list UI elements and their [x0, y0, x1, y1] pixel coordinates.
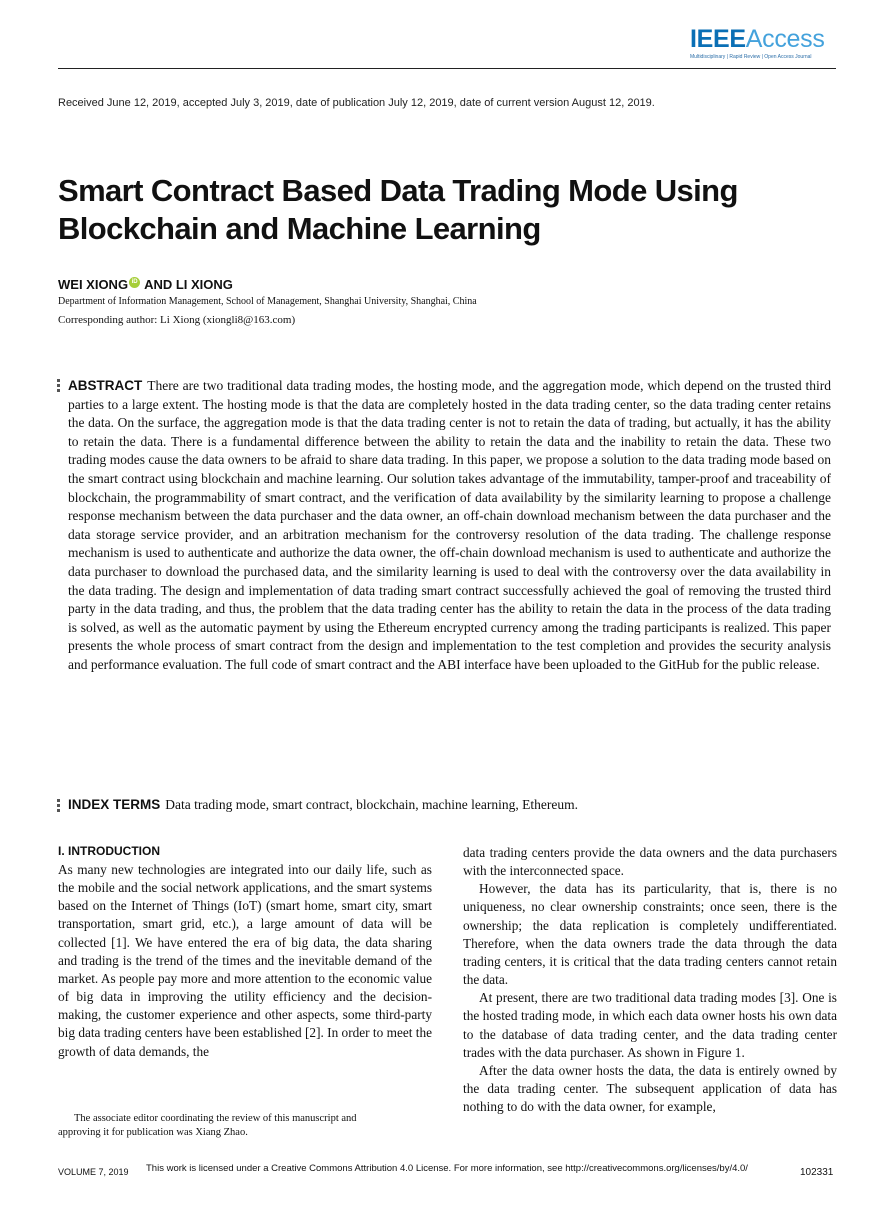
journal-logo — [690, 26, 836, 60]
article-title: Smart Contract Based Data Trading Mode Using Blockchain and Machine Learning — [58, 173, 738, 246]
intro-paragraph-2: data trading centers provide the data owners and the data purchasers with the interconnected space. — [463, 845, 837, 879]
logo-tagline: Multidisciplinary | Rapid Review | Open Access Journal — [690, 54, 812, 60]
left-column — [58, 844, 432, 1061]
abstract-marker — [57, 379, 60, 394]
abstract-label: ABSTRACT — [68, 378, 143, 393]
footer-page-number: 102331 — [800, 1167, 834, 1178]
editor-footnote — [58, 1112, 432, 1140]
index-terms-marker — [57, 799, 60, 814]
index-terms — [68, 797, 831, 813]
abstract — [68, 377, 831, 675]
intro-paragraph-4: At present, there are two traditional data trading modes [3]. One is the hosted trading mode, in which each data owner hosts his own data to the database of data trading center, and the data trading center trades with the data purchaser. As shown in Figure 1. — [463, 990, 837, 1060]
author-line — [58, 277, 233, 292]
logo-ieee-text: IEEE — [690, 25, 746, 53]
right-column — [463, 844, 837, 1116]
abstract-text: There are two traditional data trading modes, the hosting mode, and the aggregation mode, which depend on the trusted third parties to a large extent. The hosting mode is that the data are completely hosted in the data trading center, so the data trading center retains the data. On the surface, the aggregation mode is that the data trading center is not to retain the data of trading, but actually, it has the ability to retain the data. There is a fundamental difference between the ability to retain the data and the inability to retain the data. These two trading modes cause the data owners to be afraid to share data trading. In this paper, we propose a solution to the data trading mode based on the smart contract using blockchain and machine learning. Our solution takes advantage of the immutability, tamper-proof and traceability of blockchain, the programmability of smart contract, and the verification of data availability by the similarity learning to propose a challenge response mechanism between the data purchaser and the data owner, an off-chain download mechanism between the data purchaser and the data storage service provider, and an arbitration mechanism for the controversy resolution of the data trading. The challenge response mechanism is used to authenticate and authorize the data owner, the off-chain download mechanism is used to authenticate and authorize the data purchaser to download the purchased data, and the similarity learning is used to deal with the controversy over the data availability in the data trading. The design and implementation of data trading smart contract successfully achieved the goal of removing the trusted third party in the data trading, and thus, the problem that the data trading center has the ability to retain the data in the process of the data trading is solved, as well as the automatic payment by using the Ethereum encrypted currency among the trading participants is realized. This paper presents the whole process of smart contract from the design and implementation to the test completion and provides the security analysis and performance evaluation. The full code of smart contract and the ABI interface have been uploaded to the GitHub for the public release. — [68, 378, 831, 672]
author-1: WEI XIONG — [58, 277, 129, 292]
footnote-line-2: approving it for publication was Xiang Zhao. — [58, 1127, 248, 1138]
received-dates: Received June 12, 2019, accepted July 3, 2019, date of publication July 12, 2019, date of current version August 12, 2019. — [58, 97, 655, 109]
intro-paragraph-5: After the data owner hosts the data, the data is entirely owned by the data trading center. The subsequent application of data has nothing to do with the data owner, for example, — [463, 1062, 837, 1115]
logo-access-text: Access — [745, 25, 825, 53]
footer-volume: VOLUME 7, 2019 — [58, 1167, 129, 1177]
footer-license[interactable]: This work is licensed under a Creative Commons Attribution 4.0 License. For more information, see http://creativecommons.org/licenses/by/4.0/ — [146, 1163, 748, 1174]
index-terms-text: Data trading mode, smart contract, blockchain, machine learning, Ethereum. — [165, 797, 578, 812]
affiliation: Department of Information Management, School of Management, Shanghai University, Shanghai, China — [58, 296, 477, 307]
orcid-icon[interactable]: iD — [129, 277, 140, 288]
author-2: AND LI XIONG — [144, 277, 233, 292]
section-heading: I. INTRODUCTION — [58, 844, 160, 858]
intro-paragraph-1: As many new technologies are integrated into our daily life, such as the mobile and the social network applications, and the smart systems based on the Internet of Things (IoT) (smart home, smart city, smart transportation, smart grid, etc.), a large amount of data will be collected [1]. We have entered the era of big data, the data sharing and trading is the trend of the times and the inevitable demand of the market. As people pay more and more attention to the economic value of big data in improving the utility efficiency and the decision-making, the customer experience and other aspects, some third-party big data trading centers have been established [2]. In order to meet the growth of data demands, the — [58, 862, 433, 1059]
corresponding-author: Corresponding author: Li Xiong (xiongli8@163.com) — [58, 314, 296, 326]
footnote-line-1: The associate editor coordinating the review of this manuscript and — [74, 1113, 357, 1124]
intro-paragraph-3: However, the data has its particularity, that is, there is no uniqueness, no clear ownership constraints; once seen, there is the ownership; the data replication is completely undifferentiated. Therefore, when the data owners trade the data through the data trading centers, it is critical that the data trading centers cannot retain the data. — [463, 881, 837, 988]
index-terms-label: INDEX TERMS — [68, 797, 161, 812]
header-rule — [58, 68, 836, 69]
